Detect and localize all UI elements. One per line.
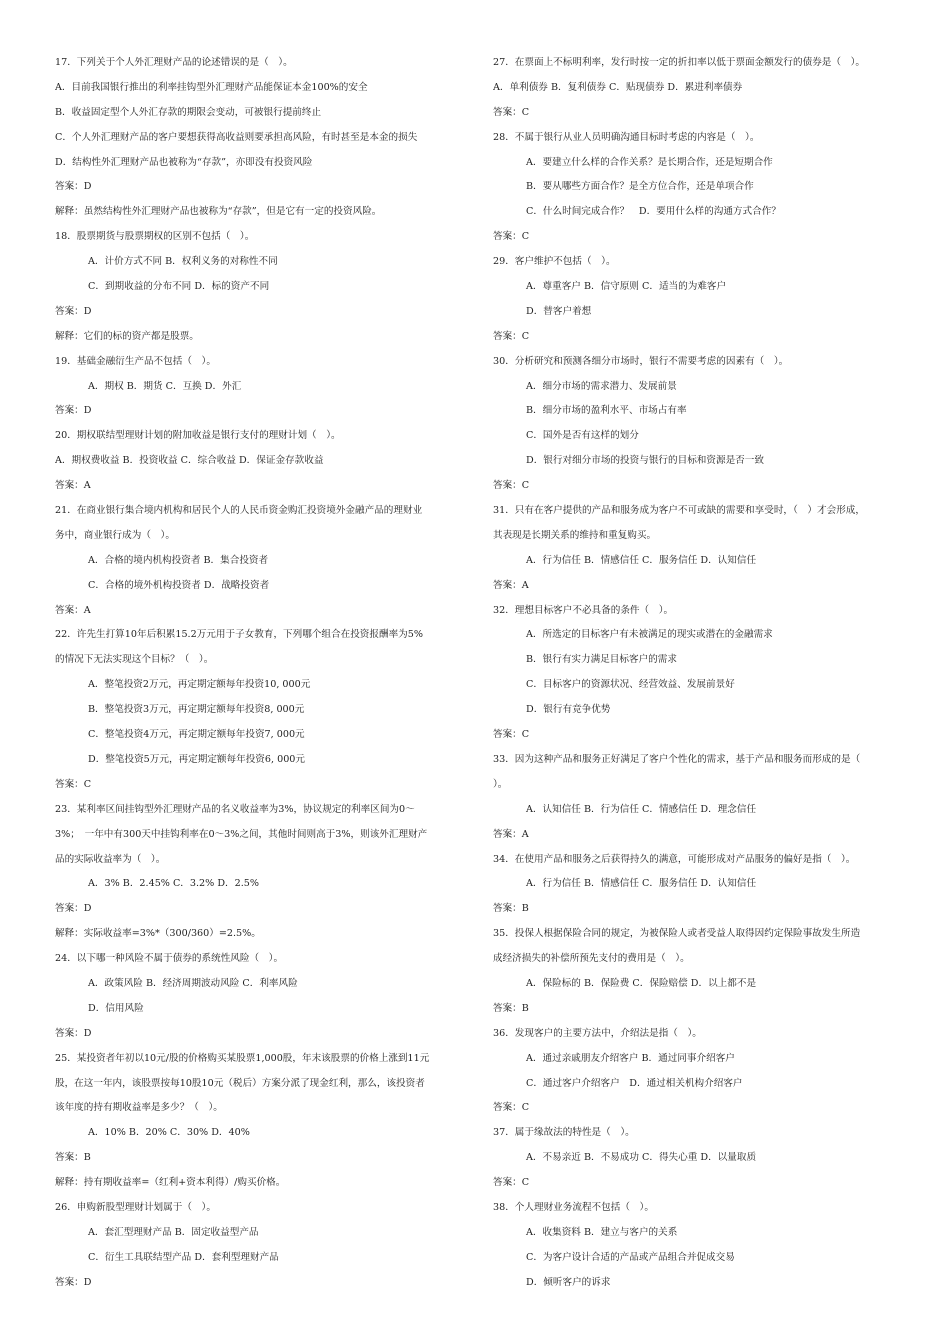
text-line: A．单利债券 B．复利债券 C．贴现债券 D．累进利率债券	[493, 81, 743, 93]
text-line: C．个人外汇理财产品的客户要想获得高收益则要承担高风险，有时甚至是本金的损失	[55, 131, 418, 143]
text-line: A．期权 B．期货 C．互换 D．外汇	[88, 380, 242, 392]
text-line: 答案：B	[55, 1152, 91, 1164]
text-line: 答案：C	[493, 231, 530, 243]
text-line: 19．基础金融衍生产品不包括（ ）。	[55, 355, 216, 367]
text-line: A．整笔投资2万元，再定期定额每年投资10, 000元	[88, 679, 311, 691]
text-line: 答案：C	[493, 106, 530, 118]
text-line: 其表现是长期关系的维持和重复购买。	[493, 529, 657, 541]
text-line: 答案：C	[493, 729, 530, 741]
text-line: 答案：A	[55, 480, 91, 492]
text-line: A．认知信任 B．行为信任 C．情感信任 D．理念信任	[526, 803, 757, 815]
text-line: C．整笔投资4万元，再定期定额每年投资7, 000元	[88, 729, 305, 741]
text-line: 34．在使用产品和服务之后获得持久的满意，可能形成对产品服务的偏好是指（ ）。	[493, 853, 856, 865]
text-line: 28．不属于银行从业人员明确沟通目标时考虑的内容是（ ）。	[493, 131, 760, 143]
text-line: 答案：D	[55, 405, 92, 417]
text-line: 答案：C	[493, 1177, 530, 1189]
text-line: 27．在票面上不标明利率，发行时按一定的折扣率以低于票面金额发行的债券是（ ）。	[493, 57, 865, 68]
text-line: ）。	[493, 778, 508, 790]
text-line: 答案：A	[493, 579, 529, 591]
text-line: C．合格的境外机构投资者 D．战略投资者	[88, 579, 270, 591]
text-line: 38．个人理财业务流程不包括（ ）。	[493, 1201, 654, 1213]
text-line: 21．在商业银行集合境内机构和居民个人的人民币资金购汇投资境外金融产品的理财业	[55, 505, 423, 517]
text-line: 该年度的持有期收益率是多少？（ ）。	[55, 1102, 223, 1114]
text-line: B．整笔投资3万元，再定期定额每年投资8, 000元	[88, 704, 305, 716]
text-line: A．要建立什么样的合作关系？是长期合作，还是短期合作	[526, 156, 773, 168]
text-line: C．到期收益的分布不同 D．标的资产不同	[88, 281, 270, 293]
text-line: A．收集资料 B．建立与客户的关系	[526, 1226, 678, 1238]
text-line: A．计价方式不同 B．权利义务的对称性不同	[88, 256, 278, 268]
text-line: 的情况下无法实现这个目标？（ ）。	[55, 654, 214, 666]
text-line: 35．投保人根据保险合同的规定，为被保险人或者受益人取得因约定保险事故发生所造	[493, 928, 861, 940]
text-line: 答案：B	[493, 1002, 529, 1014]
text-line: C．通过客户介绍客户 D．通过相关机构介绍客户	[526, 1077, 743, 1089]
text-line: 20．期权联结型理财计划的附加收益是银行支付的理财计划（ ）。	[55, 430, 341, 442]
text-line: A．10% B．20% C．30% D．40%	[88, 1127, 250, 1139]
text-line: C．目标客户的资源状况、经营效益、发展前景好	[526, 679, 735, 691]
text-line: 18．股票期货与股票期权的区别不包括（ ）。	[55, 231, 255, 243]
text-line: D．替客户着想	[526, 305, 592, 317]
text-line: 答案：D	[55, 1276, 92, 1288]
text-line: 答案：D	[55, 1027, 92, 1039]
text-line: 25．某投资者年初以10元/股的价格购买某股票1,000股，年末该股票的价格上涨到11元	[55, 1052, 430, 1064]
text-line: 成经济损失的补偿所预先支付的费用是（ ）。	[493, 953, 690, 965]
text-line: 23．某利率区间挂钩型外汇理财产品的名义收益率为3%，协议规定的利率区间为0～	[55, 803, 415, 815]
text-line: C．为客户设计合适的产品或产品组合并促成交易	[526, 1251, 735, 1263]
text-line: C．什么时间完成合作？ D．要用什么样的沟通方式合作？	[526, 206, 781, 218]
text-line: D．结构性外汇理财产品也被称为“存款”，亦即没有投资风险	[55, 156, 313, 168]
text-line: 股，在这一年内，该股票按每10股10元（税后）方案分派了现金红利，那么，该投资者	[55, 1077, 425, 1089]
text-line: A．政策风险 B．经济周期波动风险 C．利率风险	[88, 977, 298, 989]
text-line: 答案：C	[493, 330, 530, 342]
text-line: 31．只有在客户提供的产品和服务成为客户不可或缺的需要和享受时，（ ）才会形成，	[493, 505, 865, 517]
text-line: 答案：B	[493, 903, 529, 915]
text-line: A．通过亲戚朋友介绍客户 B．通过同事介绍客户	[526, 1052, 735, 1064]
text-line: 答案：A	[55, 604, 91, 616]
text-line: D．信用风险	[88, 1002, 144, 1014]
text-line: 22．许先生打算10年后积累15.2万元用于子女教育，下列哪个组合在投资报酬率为5%	[55, 629, 423, 641]
text-line: A．细分市场的需求潜力、发展前景	[526, 380, 677, 392]
text-line: B．银行有实力满足目标客户的需求	[526, 654, 677, 666]
left-column	[55, 51, 470, 1296]
text-line: 答案：A	[493, 828, 529, 840]
text-line: 答案：D	[55, 181, 92, 193]
text-line: 3%； 一年中有300天中挂钩利率在0～3%之间，其他时间则高于3%，则该外汇理财产	[55, 828, 428, 840]
text-line: A．保险标的 B．保险费 C．保险赔偿 D．以上都不是	[526, 977, 757, 989]
text-line: D．倾听客户的诉求	[526, 1276, 611, 1288]
text-line: A．尊重客户 B．信守原则 C．适当的为难客户	[526, 281, 727, 293]
text-line: 24．以下哪一种风险不属于债券的系统性风险（ ）。	[55, 953, 284, 965]
text-line: 解释：持有期收益率=（红利+资本利得）/购买价格。	[55, 1177, 286, 1189]
text-line: C．国外是否有这样的划分	[526, 430, 639, 442]
text-line: 品的实际收益率为（ ）。	[55, 853, 166, 865]
text-line: 36．发现客户的主要方法中，介绍法是指（ ）。	[493, 1027, 702, 1039]
text-line: B．收益固定型个人外汇存款的期限会变动，可被银行提前终止	[55, 106, 322, 118]
text-line: 29．客户维护不包括（ ）。	[493, 256, 616, 268]
text-line: 33．因为这种产品和服务正好满足了客户个性化的需求，基于产品和服务而形成的是（	[493, 753, 861, 765]
text-line: A．期权费收益 B．投资收益 C．综合收益 D．保证金存款收益	[55, 455, 324, 467]
text-line: A．行为信任 B．情感信任 C．服务信任 D．认知信任	[526, 554, 757, 566]
text-line: B．要从哪些方面合作？是全方位合作，还是单项合作	[526, 181, 754, 193]
text-line: D．银行对细分市场的投资与银行的目标和资源是否一致	[526, 455, 764, 467]
text-line: 答案：D	[55, 903, 92, 915]
text-line: A．合格的境内机构投资者 B．集合投资者	[88, 554, 269, 566]
text-line: B．细分市场的盈利水平、市场占有率	[526, 405, 687, 417]
text-line: A．套汇型理财产品 B．固定收益型产品	[88, 1226, 259, 1238]
text-line: 答案：C	[55, 778, 92, 790]
text-line: 解释：实际收益率=3%*（300/360）=2.5%。	[55, 928, 261, 940]
text-line: 26．申购新股型理财计划属于（ ）。	[55, 1201, 216, 1213]
text-line: A．目前我国银行推出的利率挂钩型外汇理财产品能保证本金100%的安全	[55, 81, 368, 93]
text-line: 答案：C	[493, 1102, 530, 1114]
text-line: 解释：它们的标的资产都是股票。	[55, 330, 199, 342]
text-line: 务中，商业银行成为（ ）。	[55, 529, 175, 541]
text-line: 答案：C	[493, 480, 530, 492]
text-line: D．整笔投资5万元，再定期定额每年投资6, 000元	[88, 753, 305, 765]
text-line: A．3% B．2.45% C．3.2% D．2.5%	[88, 878, 259, 890]
text-line: 答案：D	[55, 305, 92, 317]
text-line: 30．分析研究和预测各细分市场时，银行不需要考虑的因素有（ ）。	[493, 355, 789, 367]
text-line: 17．下列关于个人外汇理财产品的论述错误的是（ ）。	[55, 57, 293, 68]
text-line: D．银行有竞争优势	[526, 704, 611, 716]
text-line: 37．属于缘故法的特性是（ ）。	[493, 1127, 635, 1139]
text-line: C．衍生工具联结型产品 D．套利型理财产品	[88, 1251, 279, 1263]
text-line: A．行为信任 B．情感信任 C．服务信任 D．认知信任	[526, 878, 757, 890]
right-column	[493, 51, 913, 1296]
text-line: A．不易亲近 B．不易成功 C．得失心重 D．以量取质	[526, 1152, 757, 1164]
text-line: A．所选定的目标客户有未被满足的现实或潜在的金融需求	[526, 629, 773, 641]
text-line: 解释：虽然结构性外汇理财产品也被称为“存款”，但是它有一定的投资风险。	[55, 206, 382, 218]
text-line: 32．理想目标客户不必具备的条件（ ）。	[493, 604, 674, 616]
